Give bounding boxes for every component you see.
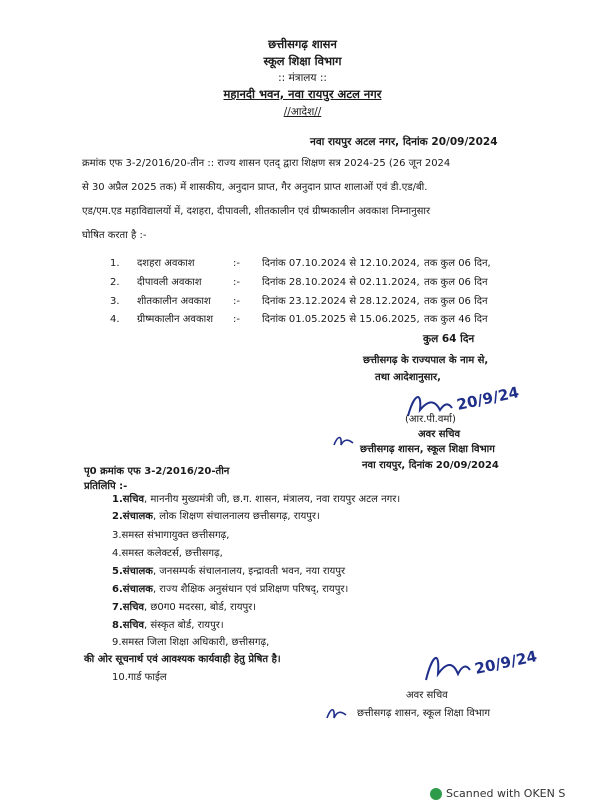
list-item-title: सचिव (122, 602, 145, 613)
signature-mark-2 (420, 640, 560, 690)
order-text-line-2: से 30 अप्रैल 2025 तक) में शासकीय, अनुदान प्राप्त, गैर अनुदान प्राप्त शालाओं एवं डी.एड/बी. (82, 182, 428, 193)
holiday-name: शीतकालीन अवकाश (137, 296, 211, 307)
scanner-logo-icon (430, 788, 442, 800)
list-item (112, 584, 348, 596)
scanner-watermark-text: Scanned with OKEN S (446, 787, 566, 800)
list-item-title: संचालक (122, 584, 153, 595)
list-item-text: , संस्कृत बोर्ड, रायपुर। (144, 620, 224, 631)
list-item-title: संचालक (122, 511, 153, 522)
list-item-num: 8. (112, 620, 123, 631)
signatory-designation: अवर सचिव (418, 429, 461, 440)
list-item-text: , छ0ग0 मदरसा, बोर्ड, रायपुर। (144, 602, 257, 613)
list-item-num: 6. (112, 584, 123, 595)
list-item-text: समस्त जिला शिक्षा अधिकारी, छत्तीसगढ़, (121, 637, 270, 648)
holiday-sep: :- (233, 314, 240, 325)
signature-authority-line-1: छत्तीसगढ़ के राज्यपाल के नाम से, (363, 355, 489, 366)
holiday-total: तक कुल 06 दिन, (424, 258, 491, 269)
header-line-ministry: :: मंत्रालय :: (278, 72, 327, 84)
initials-mark-2 (325, 704, 349, 722)
order-text-line-1: क्रमांक एफ 3-2/2016/20-तीन :: राज्य शासन एतद् द्वारा शिक्षण सत्र 2024-25 (26 जून 2024 (82, 158, 451, 169)
holiday-sep: :- (233, 277, 240, 288)
holiday-sep: :- (233, 258, 240, 269)
signatory-department: छत्तीसगढ़ शासन, स्कूल शिक्षा विभाग (360, 444, 495, 455)
holiday-total: तक कुल 06 दिन (424, 296, 488, 307)
list-item (112, 602, 256, 614)
signatory-department-2: छत्तीसगढ़ शासन, स्कूल शिक्षा विभाग (357, 708, 491, 719)
holiday-num: 1. (110, 258, 120, 269)
list-item-num: 9. (112, 637, 122, 648)
list-item-text: समस्त कलेक्टर्स, छत्तीसगढ़, (121, 548, 223, 559)
signatory-place-date: नवा रायपुर, दिनांक 20/09/2024 (362, 460, 499, 471)
holiday-name: दीपावली अवकाश (137, 277, 202, 288)
list-item-title: संचालक (122, 566, 153, 577)
list-item-num: 5. (112, 566, 123, 577)
list-item-title: सचिव (122, 620, 145, 631)
signature-date-2: 20/9/24 (473, 647, 539, 678)
holiday-grand-total: कुल 64 दिन (423, 333, 475, 345)
list-item (112, 620, 224, 632)
list-item-text: , जनसम्पर्क संचालनालय, इन्द्रावती भवन, नया रायपुर (152, 566, 346, 577)
list-item (112, 637, 269, 649)
list-item-num: 3. (112, 530, 122, 541)
initials-mark-1 (332, 433, 356, 449)
list-item-text: , माननीय मुख्यमंत्री जी, छ.ग. शासन, मंत्रालय, नवा रायपुर अटल नगर। (144, 494, 401, 505)
holiday-sep: :- (233, 296, 240, 307)
copy-to-label: प्रतिलिपि :- (84, 481, 128, 492)
signatory-designation-2: अवर सचिव (406, 690, 448, 701)
header-order-title: //आदेश// (283, 106, 322, 118)
holiday-name: ग्रीष्मकालीन अवकाश (137, 314, 214, 325)
header-line-address: महानदी भवन, नवा रायपुर अटल नगर (223, 87, 382, 101)
list-item-num: 2. (112, 511, 123, 522)
order-date-line: नवा रायपुर अटल नगर, दिनांक 20/09/2024 (310, 136, 498, 148)
list-item-text: समस्त संभागायुक्त छत्तीसगढ़, (121, 530, 230, 541)
holiday-range: दिनांक 01.05.2025 से 15.06.2025, (262, 314, 420, 325)
order-text-line-3: एड/एम.एड महाविद्यालयों में, दशहरा, दीपावली, शीतकालीन एवं ग्रीष्मकालीन अवकाश निम्नानुसार (82, 206, 431, 217)
list-item-num: 7. (112, 602, 123, 613)
holiday-num: 3. (110, 296, 120, 307)
list-item (112, 511, 320, 523)
header-line-department: स्कूल शिक्षा विभाग (263, 54, 342, 68)
holiday-num: 2. (110, 277, 120, 288)
header-line-government: छत्तीसगढ़ शासन (268, 37, 337, 51)
holiday-name: दशहरा अवकाश (137, 258, 195, 269)
order-text-line-4: घोषित करता है :- (82, 230, 147, 241)
list-item-num: 4. (112, 548, 122, 559)
list-item (112, 494, 400, 506)
holiday-range: दिनांक 28.10.2024 से 02.11.2024, (262, 277, 420, 288)
scanner-watermark (430, 788, 565, 801)
list-item-num: 1. (112, 494, 123, 505)
list-item-guard-file: 10.गार्ड फाईल (112, 672, 167, 683)
list-item-title: सचिव (122, 494, 145, 505)
holiday-total: तक कुल 46 दिन (424, 314, 488, 325)
forwarding-line: की ओर सूचनार्थ एवं आवश्यक कार्यवाही हेतु प्रेषित है। (84, 654, 281, 665)
list-item-text: , लोक शिक्षण संचालनालय छत्तीसगढ़, रायपुर। (152, 511, 320, 522)
holiday-range: दिनांक 07.10.2024 से 12.10.2024, (262, 258, 420, 269)
list-item-text: , राज्य शैक्षिक अनुसंधान एवं प्रशिक्षण परिषद्, रायपुर। (152, 584, 349, 595)
signatory-name: (आर.पी.वर्मा) (405, 414, 456, 425)
holiday-total: तक कुल 06 दिन (424, 277, 488, 288)
list-item (112, 530, 229, 542)
list-item (112, 566, 345, 578)
endorsement-reference: पृ0 क्रमांक एफ 3-2/2016/20-तीन (84, 466, 230, 477)
holiday-range: दिनांक 23.12.2024 से 28.12.2024, (262, 296, 420, 307)
signature-date-1: 20/9/24 (455, 383, 521, 414)
holiday-num: 4. (110, 314, 120, 325)
signature-authority-line-2: तथा आदेशानुसार, (375, 372, 441, 383)
list-item (112, 548, 223, 560)
